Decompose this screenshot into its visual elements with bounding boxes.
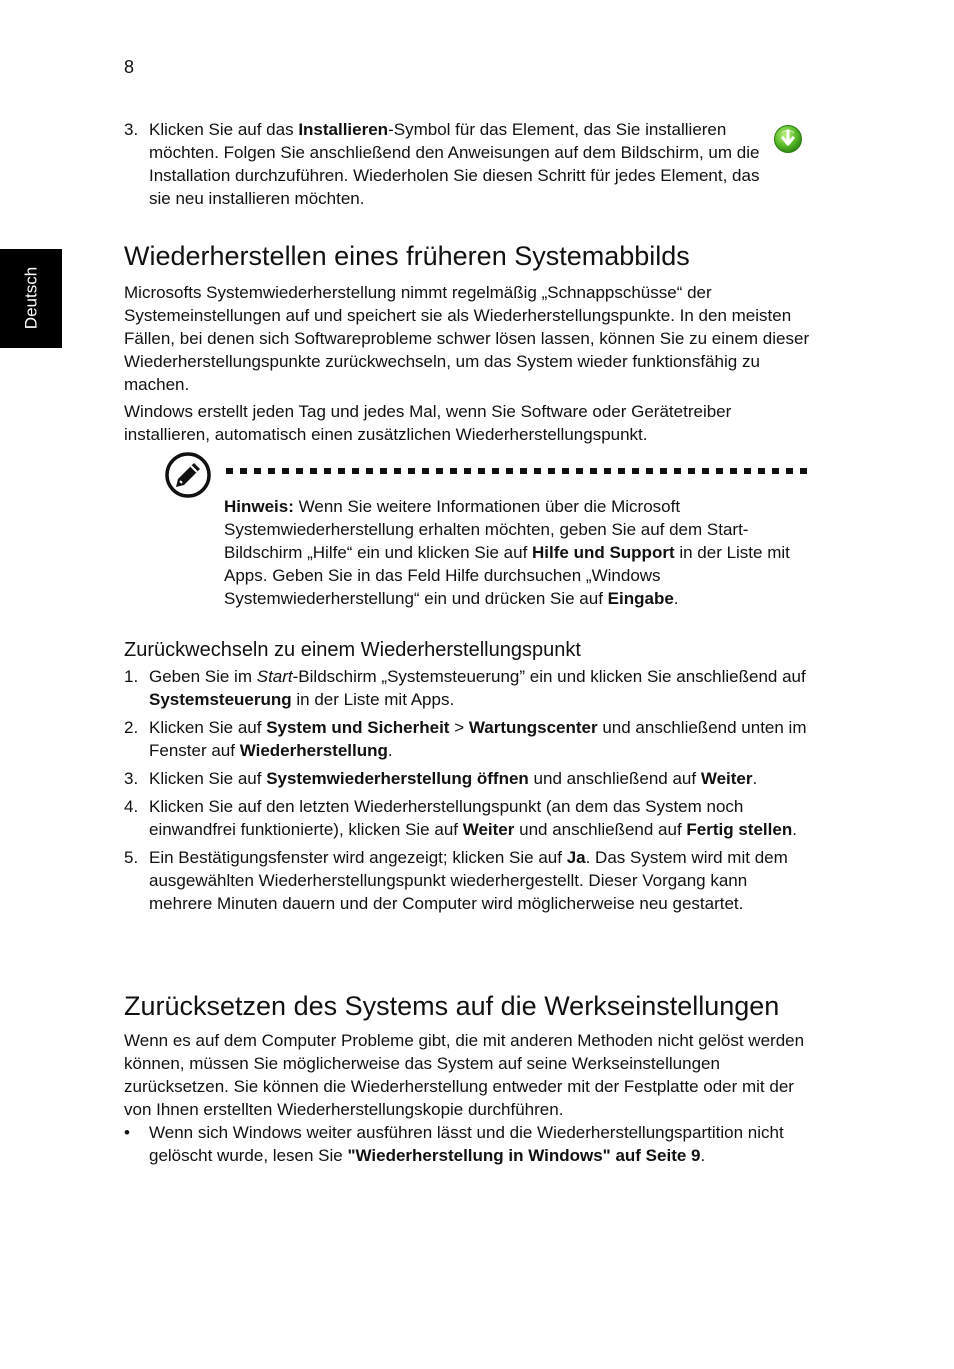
section-restore-image	[124, 240, 810, 446]
step-text: . Das System wird mit dem ausgewählten Wiederherstellungspunkt wiederhergestellt. Dieser Vorgang kann mehrere Minuten dauern und der Computer wird möglicherweise neu gestartet.	[149, 848, 788, 913]
step-bold: Wartungscenter	[468, 718, 598, 737]
step-text: und anschließend auf	[514, 820, 687, 839]
step-text: Klicken Sie auf	[149, 718, 267, 737]
language-side-tab	[0, 249, 62, 348]
step-bold: Systemsteuerung	[149, 690, 292, 709]
step-text: in der Liste mit Apps.	[291, 690, 455, 709]
step-text: .	[387, 741, 393, 760]
note-text: in der Liste mit Apps. Geben Sie in das Feld Hilfe durchsuchen „Windows Systemwiederherstellung“ ein und drücken Sie auf	[224, 543, 790, 608]
step-number: 2.	[124, 718, 139, 737]
list-item	[124, 767, 810, 790]
subsection-heading: Zurückwechseln zu einem Wiederherstellungspunkt	[124, 639, 581, 661]
step-bold: Systemwiederherstellung öffnen	[266, 769, 529, 788]
step-bold: Weiter	[462, 820, 515, 839]
list-item	[124, 716, 810, 762]
note-bold: Hilfe und Support	[532, 543, 675, 562]
step-text: .	[752, 769, 758, 788]
section-factory-reset	[124, 990, 810, 1172]
step-text: Ein Bestätigungsfenster wird angezeigt; klicken Sie auf	[149, 848, 567, 867]
list-item	[124, 846, 810, 915]
note-bold: Eingabe	[607, 589, 674, 608]
section-heading: Zurücksetzen des Systems auf die Werkseinstellungen	[124, 991, 780, 1021]
note-text: .	[673, 589, 679, 608]
install-arrow-icon	[773, 124, 803, 154]
note-pen-icon	[164, 451, 212, 499]
page-number: 8	[124, 57, 135, 77]
intro-step	[124, 118, 810, 215]
bullet-list	[124, 1121, 810, 1167]
note-divider	[226, 468, 809, 474]
step-text: -Symbol für das Element, das Sie installieren möchten. Folgen Sie anschließend den Anweisungen auf dem Bildschirm, um die Installation durchzuführen. Wiederholen Sie diesen Schritt für jedes Element, das sie neu installieren möchten.	[149, 120, 760, 208]
note-box	[224, 495, 810, 610]
subsection-restore-point	[124, 638, 810, 920]
side-tab-label: Deutsch	[21, 266, 41, 330]
step-text: und anschließend unten im Fenster auf	[149, 718, 807, 760]
list-item	[124, 665, 810, 711]
bullet-text: Wenn sich Windows weiter ausführen lässt und die Wiederherstellungspartition nicht gelöscht wurde, lesen Sie	[149, 1123, 784, 1165]
cross-reference-link[interactable]: "Wiederherstellung in Windows" auf Seite 9	[347, 1146, 701, 1165]
paragraph: Wenn es auf dem Computer Probleme gibt, die mit anderen Methoden nicht gelöst werden können, müssen Sie möglicherweise das System auf seine Werkseinstellungen zurücksetzen. Sie können die Wiederherstellung entweder mit der Festplatte oder mit der von Ihnen erstellten Wiederherstellungskopie durchführen.	[124, 1031, 805, 1119]
step-text: >	[449, 718, 469, 737]
steps-list	[124, 665, 810, 915]
step-text: Geben Sie im	[149, 667, 257, 686]
step-bold: System und Sicherheit	[266, 718, 450, 737]
step-bold: Weiter	[700, 769, 753, 788]
note-text: Wenn Sie weitere Informationen über die Microsoft Systemwiederherstellung erhalten möchten, geben Sie auf dem Start-Bildschirm „Hilfe“ ein und klicken Sie auf	[224, 497, 749, 562]
step-number: 3.	[124, 120, 139, 139]
step-number: 5.	[124, 848, 139, 867]
section-heading: Wiederherstellen eines früheren Systemabbilds	[124, 241, 690, 271]
step-text: Klicken Sie auf	[149, 769, 267, 788]
step-bold: Fertig stellen	[686, 820, 793, 839]
list-item	[124, 795, 810, 841]
step-bold: Installieren	[298, 120, 389, 139]
step-number: 1.	[124, 667, 139, 686]
step-text: Klicken Sie auf den letzten Wiederherstellungspunkt (an dem das System noch einwandfrei funktionierte), klicken Sie auf	[149, 797, 744, 839]
step-number: 4.	[124, 797, 139, 816]
list-item	[124, 1121, 810, 1167]
bullet-text: .	[700, 1146, 706, 1165]
note-label: Hinweis:	[224, 497, 294, 516]
step-bold: Ja	[566, 848, 586, 867]
step-number: 3.	[124, 769, 139, 788]
step-text: Klicken Sie auf das	[149, 120, 299, 139]
step-text: -Bildschirm „Systemsteuerung” ein und klicken Sie anschließend auf	[292, 667, 806, 686]
paragraph: Microsofts Systemwiederherstellung nimmt regelmäßig „Schnappschüsse“ der Systemeinstellungen auf und speichert sie als Wiederherstellungspunkte. In den meisten Fällen, bei denen sich Softwareprobleme schwer lösen lassen, können Sie zu einem dieser Wiederherstellungspunkte zurückwechseln, um das System wieder funktionsfähig zu machen.	[124, 283, 810, 394]
step-text: und anschließend auf	[528, 769, 701, 788]
step-italic: Start	[256, 667, 293, 686]
step-bold: Wiederherstellung	[239, 741, 388, 760]
step-text: .	[792, 820, 797, 839]
paragraph: Windows erstellt jeden Tag und jedes Mal, wenn Sie Software oder Gerätetreiber installieren, automatisch einen zusätzlichen Wiederherstellungspunkt.	[124, 402, 732, 444]
bullet-mark: •	[124, 1123, 130, 1142]
